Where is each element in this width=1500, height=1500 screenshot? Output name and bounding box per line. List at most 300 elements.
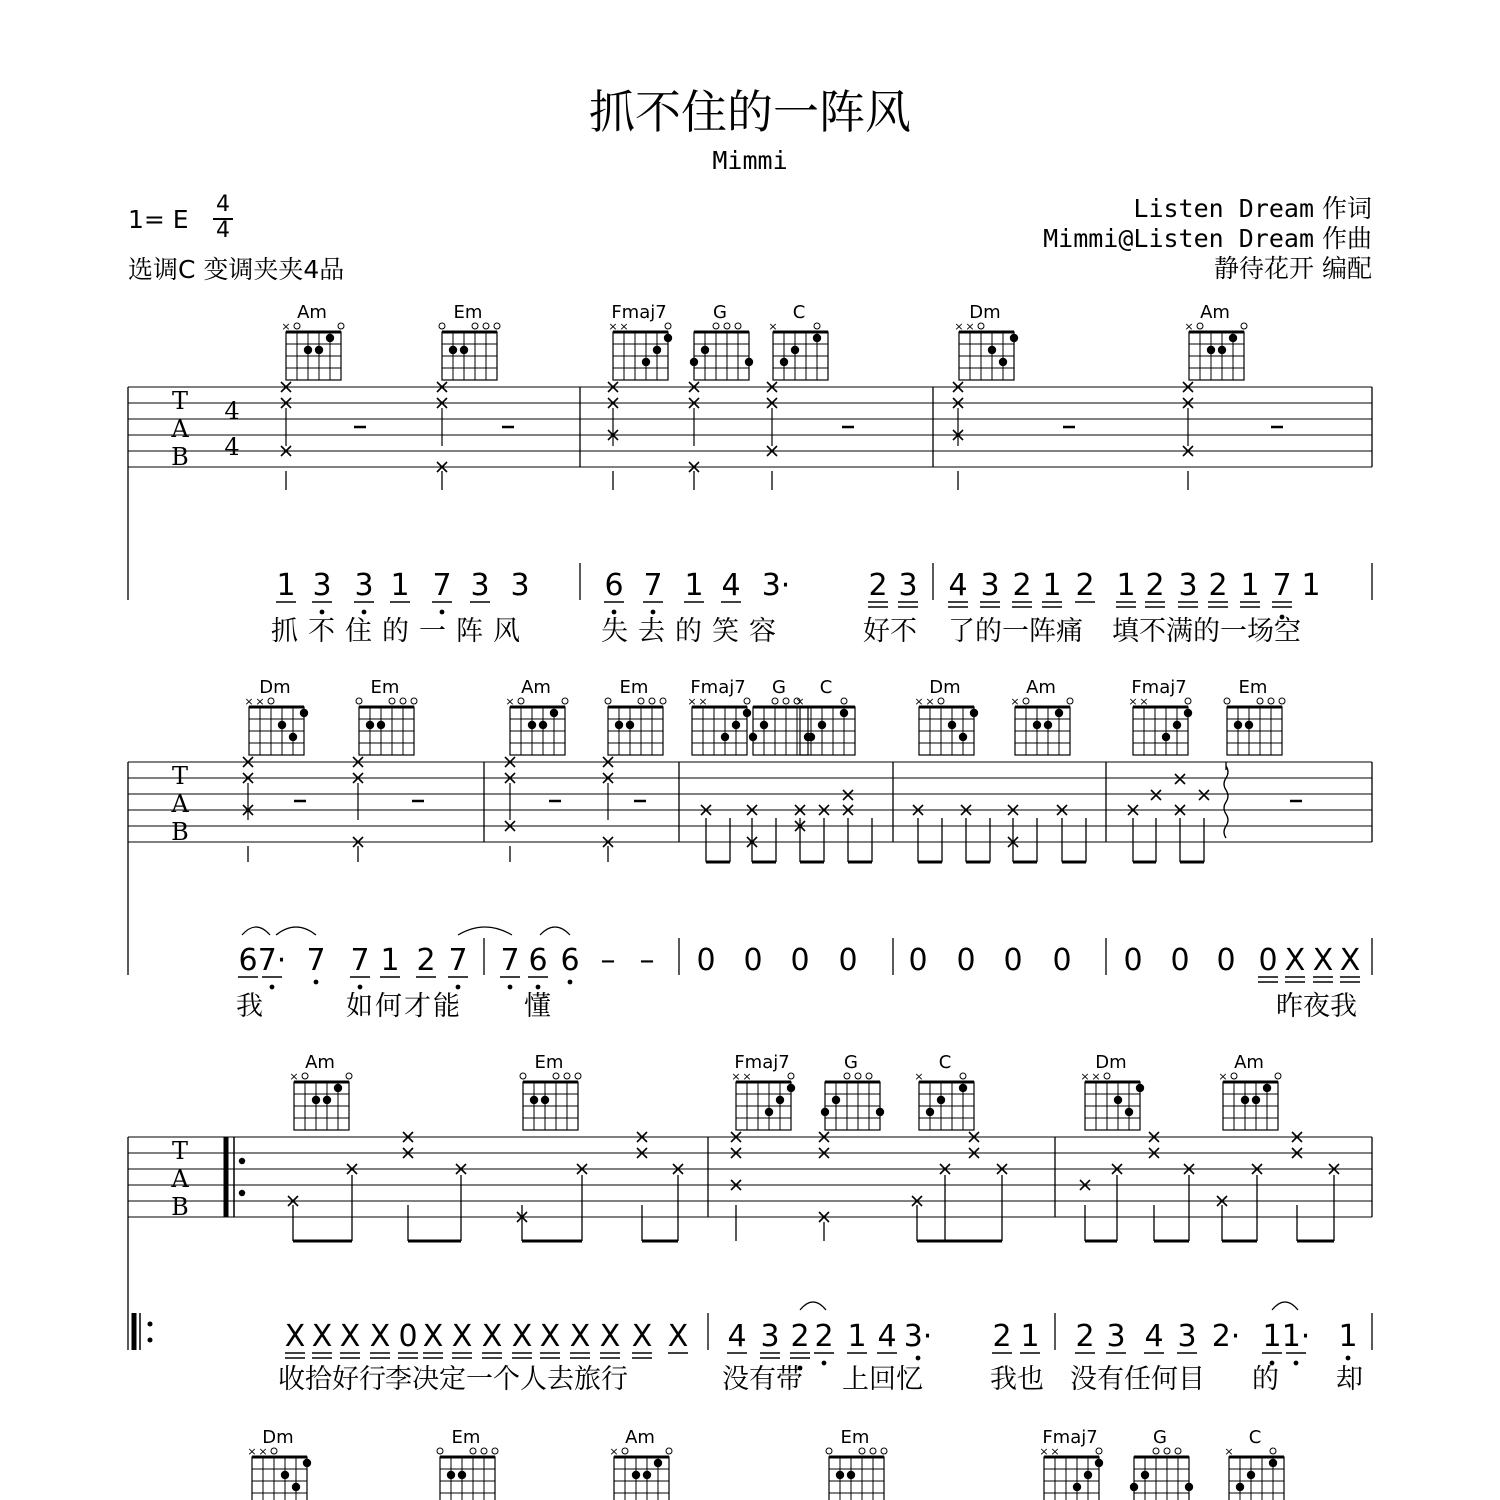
jianpu-note: 2 [1145,568,1165,603]
chord-name: Fmaj7 [611,302,667,323]
capo-note: 选调C 变调夹夹4品 [128,255,345,284]
tab-clef-letter: B [171,443,189,471]
key-signature: 1= E [128,205,189,234]
chord-muted-string: × [768,320,778,333]
chord-open-string [772,698,778,704]
chord-open-string [437,1448,443,1454]
chord-muted-string: × [1080,1070,1090,1083]
tab-clef-letter: B [171,1193,189,1221]
chord-open-string [470,1448,476,1454]
lyric-text: 如何才能 [346,991,462,1022]
chord-finger-dot [1218,346,1226,354]
lyric-text: 没有带 [722,1364,803,1395]
jianpu-octave-dot [1346,1356,1351,1361]
jianpu-note: 1 [847,1319,867,1354]
chord-finger-dot [312,1096,320,1104]
chord-finger-dot [926,1108,934,1116]
chord-name: Fmaj7 [690,677,746,698]
chord-open-string [855,1073,861,1079]
jianpu-octave-dot [508,985,513,990]
chord-name: Fmaj7 [734,1052,790,1073]
jianpu-note: 7 [350,943,370,978]
chord-finger-dot [732,721,740,729]
jianpu-note: 1 [1042,568,1062,603]
chord-finger-dot [1162,733,1170,741]
tie-slur [276,927,316,935]
chord-open-string [605,698,611,704]
jianpu-note: X [667,1319,689,1354]
chord-muted-string: × [255,695,265,708]
chord-open-string [518,698,524,704]
chord-muted-string: × [731,1070,741,1083]
chord-name: C [819,677,833,698]
credit-composer-role: 作曲 [1321,224,1372,253]
repeat-start-dot [148,1338,153,1343]
chord-name: G [713,302,727,323]
chord-open-string [649,698,655,704]
lyric-text: 昨夜我 [1276,991,1357,1022]
chord-muted-string: × [1218,1070,1228,1083]
chord-name: Am [1026,677,1056,698]
jianpu-note: 1 [1338,1319,1358,1354]
chord-finger-dot [626,721,634,729]
credit-lyricist-role: 作词 [1321,194,1372,223]
jianpu-note: X [311,1319,333,1354]
lyric-text: 没有任何目 [1070,1364,1205,1395]
chord-open-string [866,1073,872,1079]
chord-finger-dot [1141,1471,1149,1479]
chord-open-string [666,1448,672,1454]
jianpu-note: X [539,1319,561,1354]
chord-muted-string: × [1128,695,1138,708]
jianpu-octave-dot [536,985,541,990]
time-signature-top: 4 [216,192,230,217]
jianpu-note: 1 [380,943,400,978]
chord-muted-string: × [1139,695,1149,708]
chord-muted-string: × [244,695,254,708]
lyric-text: 懂 [524,991,551,1022]
chord-finger-dot [664,334,672,342]
jianpu-note: 0 [1170,943,1190,978]
chord-muted-string: × [608,320,618,333]
chord-name: Em [619,677,649,698]
credit-lyricist-name: Listen Dream [1133,194,1315,223]
jianpu-note: 4 [721,568,741,603]
jianpu-octave-dot [916,1356,921,1361]
jianpu-note: 6 [604,568,624,603]
chord-muted-string: × [914,695,924,708]
chord-grid [829,1457,884,1500]
chord-open-string [841,698,847,704]
chord-finger-dot [959,733,967,741]
jianpu-note: 7 [643,568,663,603]
chord-finger-dot [334,1084,342,1092]
jianpu-note: 3 [980,568,1000,603]
tab-clef-letter: A [171,415,189,443]
jianpu-note: 2· [1211,1319,1241,1354]
jianpu-note: 1 [1301,568,1321,603]
jianpu-note: 3 [898,568,918,603]
lyric-text: 了的一阵痛 [948,616,1083,647]
chord-finger-dot [1263,1084,1271,1092]
chord-finger-dot [449,346,457,354]
chord-finger-dot [289,733,297,741]
jianpu-octave-dot [1294,1361,1299,1366]
jianpu-note: 1 [390,568,410,603]
chord-muted-string: × [505,695,515,708]
chord-open-string [564,1073,570,1079]
chord-finger-dot [937,1096,945,1104]
chord-open-string [1164,1448,1170,1454]
chord-finger-dot [447,1471,455,1479]
jianpu-note: X [569,1319,591,1354]
jianpu-note: 4 [948,568,968,603]
jianpu-note: 0 [743,943,763,978]
jianpu-note: 2 [1012,568,1032,603]
lyric-text: 的 [1252,1364,1279,1395]
chord-finger-dot [1241,1096,1249,1104]
jianpu-note: 6 [238,943,258,978]
chord-finger-dot [315,346,323,354]
repeat-dot [239,1190,245,1196]
chord-finger-dot [840,709,848,717]
chord-finger-dot [304,346,312,354]
chord-muted-string: × [609,1445,619,1458]
chord-muted-string: × [795,695,805,708]
chord-name: Am [297,302,327,323]
chord-name: Em [534,1052,564,1073]
jianpu-octave-dot [314,980,319,985]
chord-finger-dot [988,346,996,354]
chord-open-string [575,1073,581,1079]
tie-slur [540,927,570,935]
chord-name: Dm [1095,1052,1127,1073]
lyric-text: 失去的笑容 [601,616,786,647]
jianpu-note: X [422,1319,444,1354]
jianpu-note: 1 [276,568,296,603]
jianpu-note: X [451,1319,473,1354]
chord-name: Fmaj7 [1042,1427,1098,1448]
chord-finger-dot [366,721,374,729]
jianpu-note: 3 [1177,1319,1197,1354]
chord-grid [1044,1457,1099,1500]
jianpu-note: 2 [814,1319,834,1354]
chord-open-string [268,698,274,704]
chord-open-string [814,323,820,329]
credit-composer-name: Mimmi@Listen Dream [1043,224,1315,253]
chord-finger-dot [721,733,729,741]
jianpu-note: 2 [1208,568,1228,603]
chord-finger-dot [690,358,698,366]
chord-finger-dot [1114,1096,1122,1104]
chord-open-string [1023,698,1029,704]
chord-finger-dot [1095,1459,1103,1467]
chord-finger-dot [791,346,799,354]
tie-slur [242,927,270,935]
chord-finger-dot [1033,721,1041,729]
jianpu-octave-dot [320,610,325,615]
chord-open-string [844,1073,850,1079]
jianpu-note: 0 [790,943,810,978]
tab-clef-letter: T [171,762,189,790]
jianpu-note: 2 [1075,1319,1095,1354]
chord-open-string [826,1448,832,1454]
chord-name: Em [840,1427,870,1448]
artist-name: Mimmi [712,146,788,175]
jianpu-note: 3· [903,1319,933,1354]
jianpu-note: 3 [1178,568,1198,603]
jianpu-note: 3 [510,568,530,603]
chord-open-string [483,323,489,329]
chord-muted-string: × [619,320,629,333]
chord-open-string [735,323,741,329]
chord-name: Am [625,1427,655,1448]
jianpu-note: 7· [257,943,287,978]
chord-finger-dot [1173,721,1181,729]
chord-name: C [792,302,806,323]
tab-time-top: 4 [224,397,240,425]
chord-finger-dot [530,1096,538,1104]
jianpu-note: 6 [528,943,548,978]
chord-open-string [1241,323,1247,329]
chord-open-string [400,698,406,704]
jianpu-note: 0 [1123,943,1143,978]
chord-open-string [638,698,644,704]
lyric-text: 收拾好行 [278,1364,386,1395]
chord-muted-string: × [1039,1445,1049,1458]
chord-open-string [302,1073,308,1079]
chord-grid [252,1457,307,1500]
jianpu-note: 2 [790,1319,810,1354]
chord-finger-dot [813,334,821,342]
chord-finger-dot [1185,1483,1193,1491]
jianpu-note: 4 [727,1319,747,1354]
chord-open-string [481,1448,487,1454]
jianpu-note: 2 [416,943,436,978]
chord-finger-dot [653,346,661,354]
jianpu-note: 3 [760,1319,780,1354]
chord-finger-dot [1229,334,1237,342]
chord-open-string [294,323,300,329]
chord-open-string [1067,698,1073,704]
chord-muted-string: × [247,1445,257,1458]
chord-finger-dot [642,358,650,366]
chord-name: C [938,1052,952,1073]
chord-finger-dot [278,721,286,729]
chord-finger-dot [323,1096,331,1104]
jianpu-octave-dot [358,985,363,990]
chord-finger-dot [745,358,753,366]
chord-open-string [1185,698,1191,704]
chord-muted-string: × [742,1070,752,1083]
song-title: 抓不住的一阵风 [589,85,911,139]
chord-open-string [1197,323,1203,329]
jianpu-octave-dot [612,610,617,615]
jianpu-note: 2 [1075,568,1095,603]
chord-open-string [938,698,944,704]
chord-open-string [744,698,750,704]
chord-finger-dot [821,1108,829,1116]
chord-muted-string: × [914,1070,924,1083]
jianpu-note: X [369,1319,391,1354]
chord-finger-dot [643,1471,651,1479]
chord-name: Am [1200,302,1230,323]
chord-open-string [622,1448,628,1454]
chord-finger-dot [1073,1483,1081,1491]
chord-open-string [271,1448,277,1454]
tie-slur [1272,1302,1298,1310]
chord-open-string [1257,698,1263,704]
jianpu-note: 4 [1144,1319,1164,1354]
tie-slur [800,1302,826,1310]
chord-muted-string: × [1184,320,1194,333]
chord-finger-dot [1055,709,1063,717]
chord-open-string [1231,1073,1237,1079]
chord-name: Dm [929,677,961,698]
chord-finger-dot [743,709,751,717]
chord-open-string [960,1073,966,1079]
jianpu-note: 2 [992,1319,1012,1354]
chord-open-string [788,1073,794,1079]
chord-muted-string: × [1091,1070,1101,1083]
lyric-text: 我 [236,991,263,1022]
chord-finger-dot [999,358,1007,366]
chord-finger-dot [847,1471,855,1479]
credit-arranger-name: 静待花开 [1214,254,1315,283]
jianpu-note: – [639,943,655,978]
jianpu-note: 3 [354,568,374,603]
jianpu-note: 3 [470,568,490,603]
chord-muted-string: × [954,320,964,333]
time-signature-bottom: 4 [216,218,230,243]
chord-muted-string: × [687,695,697,708]
chord-muted-string: × [698,695,708,708]
chord-muted-string: × [1050,1445,1060,1458]
chord-open-string [492,1448,498,1454]
chord-open-string [1275,1073,1281,1079]
chord-finger-dot [460,346,468,354]
chord-finger-dot [1269,1459,1277,1467]
chord-open-string [472,323,478,329]
lyric-text: 好不 [863,616,917,647]
chord-name: Em [451,1427,481,1448]
chord-finger-dot [701,346,709,354]
chord-open-string [1175,1448,1181,1454]
chord-muted-string: × [258,1445,268,1458]
chord-muted-string: × [965,320,975,333]
chord-open-string [338,323,344,329]
jianpu-note: X [1339,943,1361,978]
jianpu-note: 0 [838,943,858,978]
jianpu-note: 1 [1020,1319,1040,1354]
jianpu-note: 0 [1258,943,1278,978]
chord-name: G [1153,1427,1167,1448]
lyric-text: 我也 [990,1364,1044,1395]
tab-clef-letter: T [171,1137,189,1165]
chord-finger-dot [787,1084,795,1092]
jianpu-note: X [1312,943,1334,978]
jianpu-octave-dot [456,985,461,990]
jianpu-note: 0 [398,1319,418,1354]
jianpu-note: X [481,1319,503,1354]
chord-grid [1134,1457,1189,1500]
tab-clef-letter: A [171,790,189,818]
jianpu-note: 3 [312,568,332,603]
chord-finger-dot [528,721,536,729]
chord-finger-dot [760,721,768,729]
chord-open-string [553,1073,559,1079]
chord-finger-dot [1184,709,1192,717]
chord-open-string [1104,1073,1110,1079]
lyric-text: 上回忆 [842,1364,923,1395]
jianpu-note: 1 [1240,568,1260,603]
chord-finger-dot [1044,721,1052,729]
jianpu-note: X [1284,943,1306,978]
jianpu-note: 4 [877,1319,897,1354]
chord-name: G [844,1052,858,1073]
chord-open-string [881,1448,887,1454]
chord-finger-dot [1207,346,1215,354]
chord-finger-dot [281,1471,289,1479]
chord-finger-dot [818,721,826,729]
chord-open-string [411,698,417,704]
chord-name: Dm [259,677,291,698]
chord-open-string [859,1448,865,1454]
chord-finger-dot [1084,1471,1092,1479]
chord-open-string [870,1448,876,1454]
chord-open-string [1096,1448,1102,1454]
chord-finger-dot [1234,721,1242,729]
chord-open-string [1270,1448,1276,1454]
chord-grid [440,1457,495,1500]
chord-open-string [1224,698,1230,704]
jianpu-octave-dot [362,610,367,615]
chord-open-string [494,323,500,329]
chord-open-string [978,323,984,329]
jianpu-note: 3 [1106,1319,1126,1354]
chord-name: Em [1238,677,1268,698]
credit-arranger-role: 编配 [1321,254,1372,283]
chord-finger-dot [948,721,956,729]
chord-name: Em [370,677,400,698]
jianpu-octave-dot [651,610,656,615]
chord-finger-dot [1236,1483,1244,1491]
chord-finger-dot [1247,1471,1255,1479]
jianpu-note: X [284,1319,306,1354]
lyric-text: 李决定一个人去旅行 [385,1364,628,1395]
jianpu-note: 1· [1281,1319,1311,1354]
jianpu-note: 0 [1052,943,1072,978]
chord-open-string [562,698,568,704]
chord-open-string [439,323,445,329]
jianpu-note: 1 [1116,568,1136,603]
chord-finger-dot [458,1471,466,1479]
chord-open-string [356,698,362,704]
chord-open-string [724,323,730,329]
jianpu-note: 1 [1262,1319,1282,1354]
jianpu-note: 7 [306,943,326,978]
chord-finger-dot [377,721,385,729]
chord-open-string [1268,698,1274,704]
chord-finger-dot [541,1096,549,1104]
chord-finger-dot [632,1471,640,1479]
jianpu-note: X [511,1319,533,1354]
chord-name: C [1248,1427,1262,1448]
chord-finger-dot [876,1108,884,1116]
chord-open-string [346,1073,352,1079]
jianpu-note: 7 [432,568,452,603]
chord-open-string [1279,698,1285,704]
